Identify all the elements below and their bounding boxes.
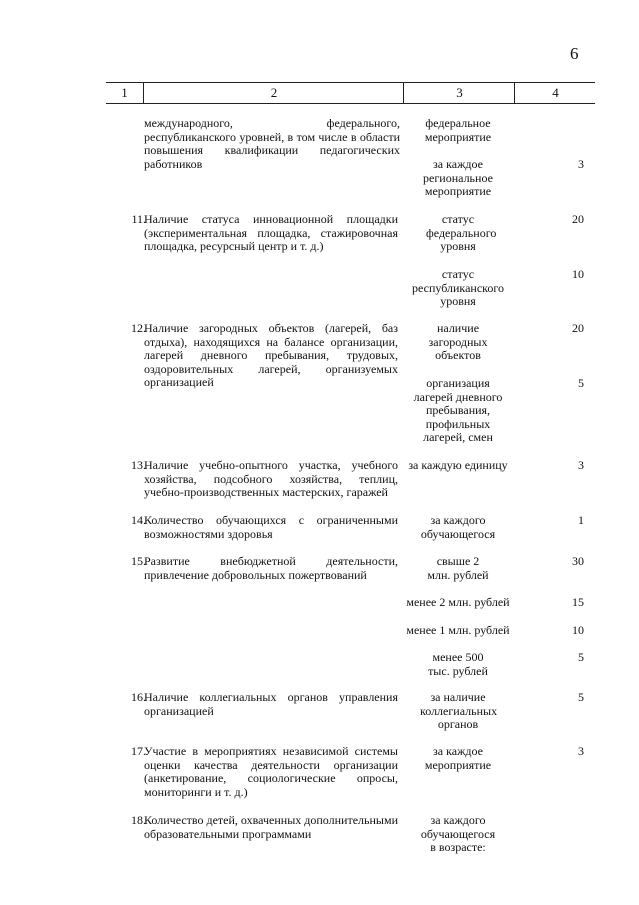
table-header — [106, 82, 595, 104]
row-number: 18. — [131, 813, 146, 827]
page-number: 6 — [570, 44, 579, 63]
points-value: 20 — [572, 321, 584, 335]
criterion: за каждое мероприятие — [424, 744, 492, 772]
points-value: 5 — [578, 376, 584, 390]
header-col-3: 3 — [403, 83, 515, 103]
points-value: 1 — [578, 513, 584, 527]
row-description: Наличие загородных объектов (лагерей, баз отдыха), находящихся на балансе организации, лагерей дневного пребывания, трудовых, оздоровительных лагерей, организуемых организацией — [144, 321, 398, 389]
points-value: 20 — [572, 212, 584, 226]
row-description: Наличие коллегиальных органов управления организацией — [144, 690, 398, 718]
row-number: 15. — [131, 554, 146, 568]
points-value: 10 — [572, 267, 584, 281]
points-value: 10 — [572, 623, 584, 637]
points-value: 30 — [572, 554, 584, 568]
points-value: 3 — [578, 157, 584, 171]
row-number: 13. — [131, 458, 146, 472]
criterion: за наличие коллегиальных органов — [420, 690, 498, 731]
points-value: 5 — [578, 690, 584, 704]
criterion: организация лагерей дневного пребывания, профильных лагерей, смен — [413, 376, 503, 444]
row-description: Наличие статуса инновационной площадки (экспериментальная площадка, стажировочная площадка, ресурсный центр и т. д.) — [144, 212, 398, 253]
row-description: Количество детей, охваченных дополнительными образовательными программами — [144, 813, 398, 841]
row-number: 16. — [131, 690, 146, 704]
row-number: 17. — [131, 744, 146, 758]
row-number: 12. — [131, 321, 146, 335]
criterion: статус республиканского уровня — [412, 267, 504, 308]
criterion: свыше 2 млн. рублей — [427, 554, 489, 582]
points-value: 5 — [578, 650, 584, 664]
criterion: за каждую единицу — [408, 458, 508, 472]
points-value: 15 — [572, 595, 584, 609]
points-value: 3 — [578, 744, 584, 758]
row-description: Наличие учебно-опытного участка, учебного хозяйства, подсобного хозяйства, теплиц, учебно-производственных мастерских, гаражей — [144, 458, 398, 499]
criterion: менее 500 тыс. рублей — [428, 650, 488, 678]
header-col-1: 1 — [121, 85, 128, 100]
row-description: Количество обучающихся с ограниченными возможностями здоровья — [144, 513, 398, 541]
header-col-2: 2 — [143, 83, 404, 103]
criterion: статус федерального уровня — [426, 212, 497, 253]
criterion: федеральное мероприятие — [424, 116, 492, 144]
row-description: международного, федерального, республиканского уровней, в том числе в области повышения квалификации педагогических работников — [144, 116, 400, 171]
row-description: Развитие внебюджетной деятельности, привлечение добровольных пожертвований — [144, 554, 398, 582]
criterion: наличие загородных объектов — [428, 321, 488, 362]
row-description: Участие в мероприятиях независимой системы оценки качества деятельности организации (анкетирование, социологические опросы, мониторинги и т. д.) — [144, 744, 398, 799]
criterion: за каждое региональное мероприятие — [423, 157, 493, 198]
criterion: за каждого обучающегося в возрасте: — [420, 813, 496, 854]
criterion: за каждого обучающегося — [420, 513, 496, 541]
row-number: 14. — [131, 513, 146, 527]
header-col-4: 4 — [514, 83, 596, 103]
criterion: менее 1 млн. рублей — [406, 623, 510, 637]
row-number: 11. — [131, 212, 146, 226]
points-value: 3 — [578, 458, 584, 472]
criterion: менее 2 млн. рублей — [406, 595, 510, 609]
